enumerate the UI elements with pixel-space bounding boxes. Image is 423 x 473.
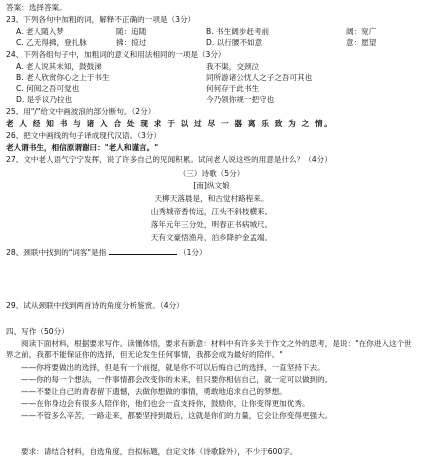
q24-b-right: 同所游诸公忧人之子之吾可其也 (206, 73, 313, 82)
composition-line-4: ——在你身边会有很多人陪伴你，他们也会一直支持你，鼓励你，让你变得更加优秀。 (21, 399, 310, 408)
q24-a-right: 我不渠，交颈泣 (206, 62, 260, 71)
q25-stem: 25、用"/"给文中画波浪的部分断句。（2分） (6, 107, 156, 116)
poem-title: [南]纵文娘 (193, 181, 230, 190)
q24-d-left: D. 是乎议乃拉也 (16, 95, 73, 104)
composition-line-5: ——不管多么辛苦，一路走来，都要坚持到最后，这就是你们的力量，它会让你变得更强大。 (21, 411, 333, 420)
poem-line-3: 落年元年三分处，明春正书病城尺。 (150, 220, 273, 229)
poem-line-4: 天有文豪悟渔舟，泊乡降护金孟端。 (150, 233, 273, 242)
q23-option-c: C. 乙无得拂，登扎脉 (16, 38, 87, 47)
q24-c-right: 何何存于此书生 (206, 84, 260, 93)
q25-passage: 老 人 经 知 书 与 诸 入 合 处 现 求 于 以 过 尽 一 器 离 乐 致 为 之 情。 (6, 119, 334, 128)
composition-prompt: 阅读下面材料，根据要求写作。读懂体悟，要求有新意：材料中有许多关于作文之外的思考，是说："在你进入这个世界之前，我都不能保证你的选择，但无论发生任何事情，我都会成为最好的陪伴。" (6, 339, 412, 359)
q23-option-d-tail: 意：愿望 (346, 38, 377, 47)
q29-stem: 29、试从颈联中找到两首诗的角度分析鉴赏。（4分） (6, 301, 184, 310)
composition-line-2: ——你的每一个想法，一件事情都会改变你的未来，但只要你相信自己，就一定可以做到的。 (21, 375, 333, 384)
q23-option-a: A. 老人随入梦 (16, 27, 64, 36)
q27-stem: 27、文中老人语气宁宁发挥，说了许多自己的见闻积累。试问老人说这些的用意是什么？（4分） (6, 155, 332, 164)
q23-stem: 23、下列各句中加粗的词，解释不正确的一项是（3分） (6, 15, 196, 24)
composition-line-1: ——你将要做出的选择，但是有一个前提，就是你不可以后悔自己的选择，一直坚持下去。 (21, 363, 325, 372)
composition-requirement: 要求：请结合材料，自选角度，自拟标题，自定文体（诗歌除外），不少于600字。 (21, 447, 298, 456)
poem-section: （三）诗歌（5分） (178, 169, 245, 178)
q24-a-left: A. 老人说其未知，鼓鼓涕 (16, 62, 102, 71)
answer-note: 答案：选择答案。 (6, 3, 67, 12)
q23-option-c-tail: 拂：掠过 (116, 38, 147, 47)
composition-line-3: ——不要让自己的青春留下遗憾，去做你想做的事情，勇敢地追求自己的梦想。 (21, 387, 287, 396)
q24-d-right: 今乃领你规一把守也 (206, 95, 275, 104)
q28-answer-blank[interactable] (109, 246, 177, 255)
poem-line-1: 天柳天落晨是，和古觉村路程来。 (154, 194, 269, 203)
q23-option-d: D. 以行腰不如意 (206, 38, 263, 47)
q26-stem: 26、把文中画线的句子译成现代汉语。（3分） (6, 131, 161, 140)
q23-option-b: B. 书生阔步赶考前 (206, 27, 270, 36)
q28-line (6, 246, 207, 258)
q23-option-b-tail: 阔：宽广 (346, 27, 377, 36)
q26-sentence: 老人谓书生，相信原谓谢曰："老人和谨言。" (6, 143, 159, 152)
q28-score: （1分） (179, 248, 207, 257)
q24-c-left: C. 何阅之吾可觉也 (16, 84, 80, 93)
q24-stem: 24、下列各组句子中，加粗词的意义和用法相同的一项是（3分） (6, 50, 226, 59)
q23-option-a-tail: 随：追随 (116, 27, 147, 36)
composition-heading: 四、写作（50分） (6, 327, 69, 336)
q28-stem: 28、颈联中找到的"词客"是指 (6, 248, 107, 257)
q24-b-left: B. 老人欣赏你心之上于书生 (16, 73, 110, 82)
poem-line-2: 山秀城帝香传远，江头不斜枝横来。 (150, 207, 273, 216)
